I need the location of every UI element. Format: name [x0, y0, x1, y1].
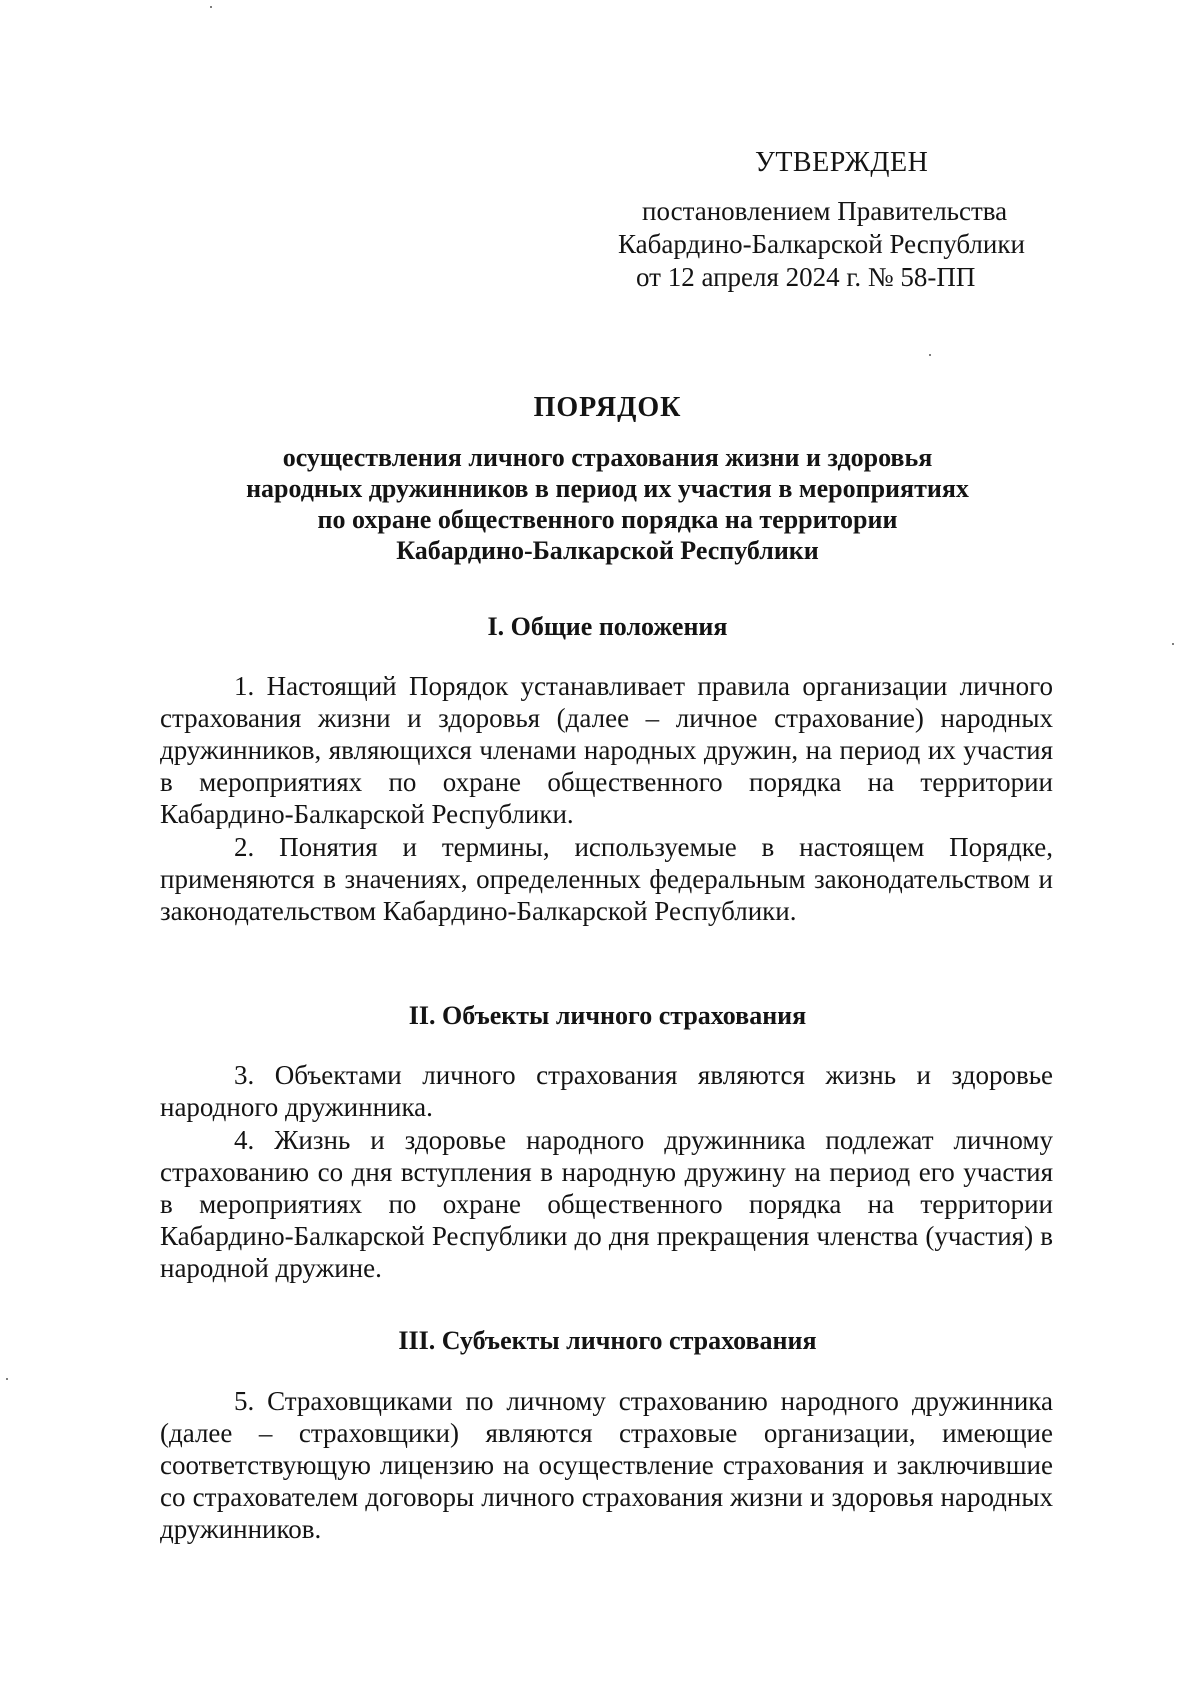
subtitle-line-4: Кабардино-Балкарской Республики — [396, 536, 819, 565]
scan-speck — [6, 1378, 8, 1380]
scan-speck — [929, 354, 931, 356]
subtitle-line-2: народных дружинников в период их участия в мероприятиях — [246, 474, 969, 503]
section-heading-1: I. Общие положения — [487, 612, 728, 641]
subtitle-line-3: по охране общественного порядка на территории — [317, 505, 898, 534]
approval-line-3: от 12 апреля 2024 г. № 58-ПП — [636, 262, 976, 292]
approval-line-2: Кабардино-Балкарской Республики — [618, 229, 1025, 259]
paragraph-4: 4. Жизнь и здоровье народного дружинника подлежат личному страхованию со дня вступления в народную дружину на период его участия в мероприятиях по охране общественного порядка на территории Кабардино-Балкарской Республики до дня прекращения членства (участия) в народной дружине. — [160, 1125, 1053, 1283]
paragraph-3: 3. Объектами личного страхования являются жизнь и здоровье народного дружинника. — [160, 1060, 1053, 1122]
document-subtitle — [160, 442, 1055, 566]
paragraph-1: 1. Настоящий Порядок устанавливает правила организации личного страхования жизни и здоровья (далее – личное страхование) народных дружинников, являющихся членами народных дружин, на период их участия в мероприятиях по охране общественного порядка на территории Кабардино-Балкарской Республики. — [160, 671, 1053, 829]
approval-block — [600, 146, 1060, 294]
paragraph-5: 5. Страховщиками по личному страхованию народного дружинника (далее – страховщики) являются страховые организации, имеющие соответствующую лицензию на осуществление страхования и заключившие со страхователем договоры личного страхования жизни и здоровья народных дружинников. — [160, 1386, 1053, 1544]
paragraph-2: 2. Понятия и термины, используемые в настоящем Порядке, применяются в значениях, определенных федеральным законодательством и законодательством Кабардино-Балкарской Республики. — [160, 832, 1053, 926]
scan-speck — [1172, 643, 1174, 645]
section-heading-3: III. Субъекты личного страхования — [398, 1326, 817, 1355]
document-title: ПОРЯДОК — [533, 392, 682, 423]
scan-speck — [210, 6, 212, 8]
section-heading-2: II. Объекты личного страхования — [408, 1001, 807, 1030]
approval-title: УТВЕРЖДЕН — [755, 147, 929, 178]
approval-line-1: постановлением Правительства — [642, 196, 1008, 226]
subtitle-line-1: осуществления личного страхования жизни и здоровья — [282, 443, 933, 472]
